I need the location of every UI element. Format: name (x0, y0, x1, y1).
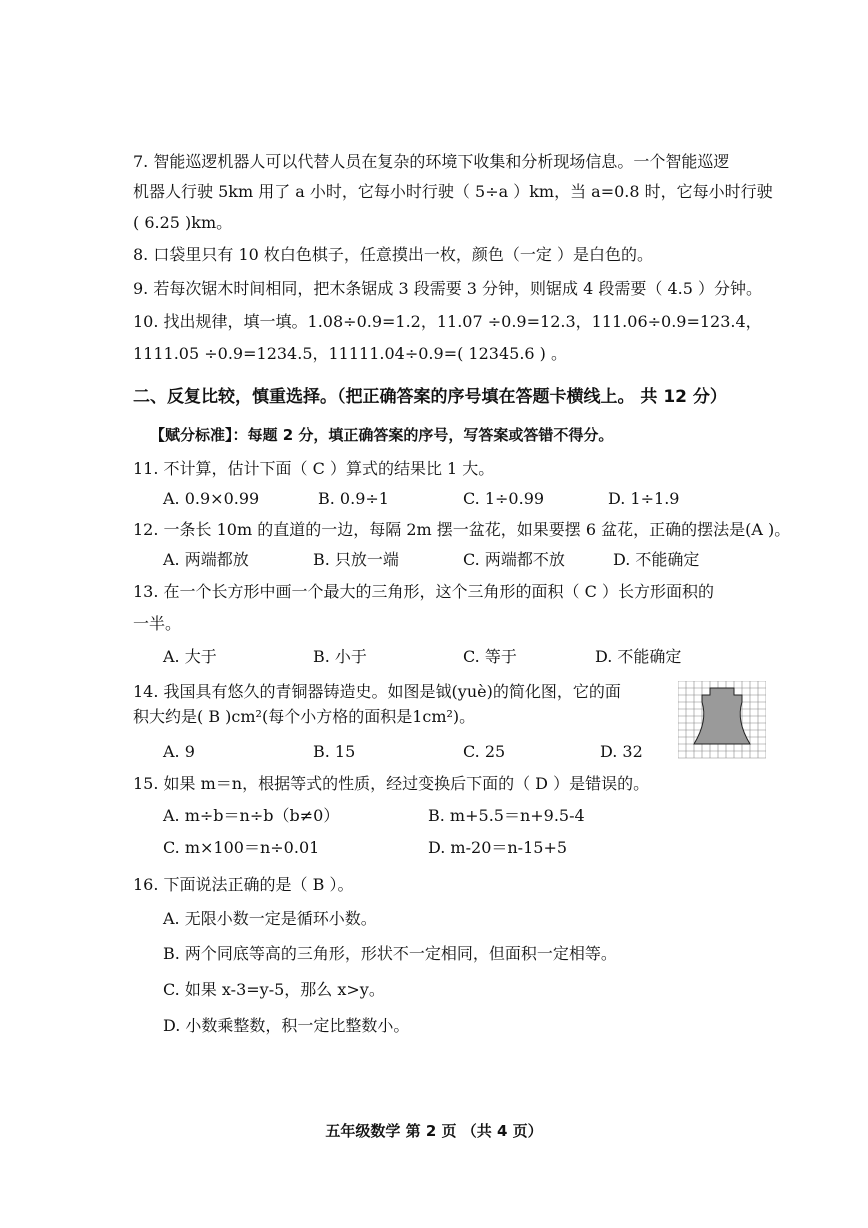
q12-option-b: B. 只放一端 (313, 550, 399, 569)
q15-stem: 15. 如果 m＝n，根据等式的性质，经过变换后下面的（ D ）是错误的。 (133, 774, 650, 793)
q13-option-d: D. 不能确定 (595, 647, 682, 666)
yue-axe-figure (678, 681, 766, 759)
q10-line1: 10. 找出规律，填一填。1.08÷0.9=1.2，11.07 ÷0.9=12.3，111.06÷0.9=123.4， (133, 312, 762, 331)
q10-line2: 1111.05 ÷0.9=1234.5，11111.04÷0.9=( 12345.6 ) 。 (133, 344, 568, 363)
q15-option-a: A. m÷b＝n÷b（b≠0） (163, 806, 340, 825)
scoring-standard: 【赋分标准】：每题 2 分，填正确答案的序号，写答案或答错不得分。 (150, 426, 614, 444)
q15-option-c: C. m×100＝n÷0.01 (163, 838, 320, 857)
section-2-heading: 二、反复比较，慎重选择。（把正确答案的序号填在答题卡横线上。 共 12 分） (133, 387, 727, 407)
q16-stem: 16. 下面说法正确的是（ B ）。 (133, 875, 354, 894)
q14-option-c: C. 25 (463, 742, 506, 761)
q12-option-d: D. 不能确定 (613, 550, 700, 569)
q16-option-c: C. 如果 x-3=y-5，那么 x>y。 (163, 980, 385, 999)
q7-line3: ( 6.25 )km。 (133, 213, 233, 232)
q11-option-a: A. 0.9×0.99 (163, 489, 260, 508)
q7-line1: 7. 智能巡逻机器人可以代替人员在复杂的环境下收集和分析现场信息。一个智能巡逻 (133, 152, 730, 171)
q14-line2: 积大约是( B )cm²(每个小方格的面积是1cm²)。 (133, 707, 476, 726)
q14-line1: 14. 我国具有悠久的青铜器铸造史。如图是钺(yuè)的简化图，它的面 (133, 682, 621, 701)
q9-text: 9. 若每次锯木时间相同，把木条锯成 3 段需要 3 分钟，则锯成 4 段需要（ 4.5 ）分钟。 (133, 279, 763, 298)
q15-option-b: B. m+5.5＝n+9.5-4 (428, 806, 585, 825)
q13-option-a: A. 大于 (163, 647, 217, 666)
q12-stem: 12. 一条长 10m 的直道的一边，每隔 2m 摆一盆花，如果要摆 6 盆花，正确的摆法是(A )。 (133, 520, 791, 539)
q16-option-d: D. 小数乘整数，积一定比整数小。 (163, 1016, 410, 1035)
q7-line2: 机器人行驶 5km 用了 a 小时，它每小时行驶（ 5÷a ）km，当 a=0.8 时，它每小时行驶 (133, 182, 773, 201)
q11-option-c: C. 1÷0.99 (463, 489, 545, 508)
q13-option-c: C. 等于 (463, 647, 517, 666)
q15-option-d: D. m-20＝n-15+5 (428, 838, 568, 857)
q8-text: 8. 口袋里只有 10 枚白色棋子，任意摸出一枚，颜色（一定 ）是白色的。 (133, 245, 653, 264)
q11-option-b: B. 0.9÷1 (318, 489, 389, 508)
page-footer: 五年级数学 第 2 页 （共 4 页） (325, 1122, 543, 1140)
q13-line2: 一半。 (133, 614, 182, 633)
q16-option-b: B. 两个同底等高的三角形，形状不一定相同，但面积一定相等。 (163, 944, 617, 963)
q16-option-a: A. 无限小数一定是循环小数。 (163, 909, 377, 928)
q11-stem: 11. 不计算，估计下面（ C ）算式的结果比 1 大。 (133, 459, 495, 478)
q14-option-b: B. 15 (313, 742, 356, 761)
q14-option-a: A. 9 (163, 742, 195, 761)
q11-option-d: D. 1÷1.9 (608, 489, 680, 508)
q13-line1: 13. 在一个长方形中画一个最大的三角形，这个三角形的面积（ C ）长方形面积的 (133, 582, 714, 601)
q14-option-d: D. 32 (600, 742, 643, 761)
q12-option-c: C. 两端都不放 (463, 550, 565, 569)
q13-option-b: B. 小于 (313, 647, 367, 666)
q12-option-a: A. 两端都放 (163, 550, 249, 569)
